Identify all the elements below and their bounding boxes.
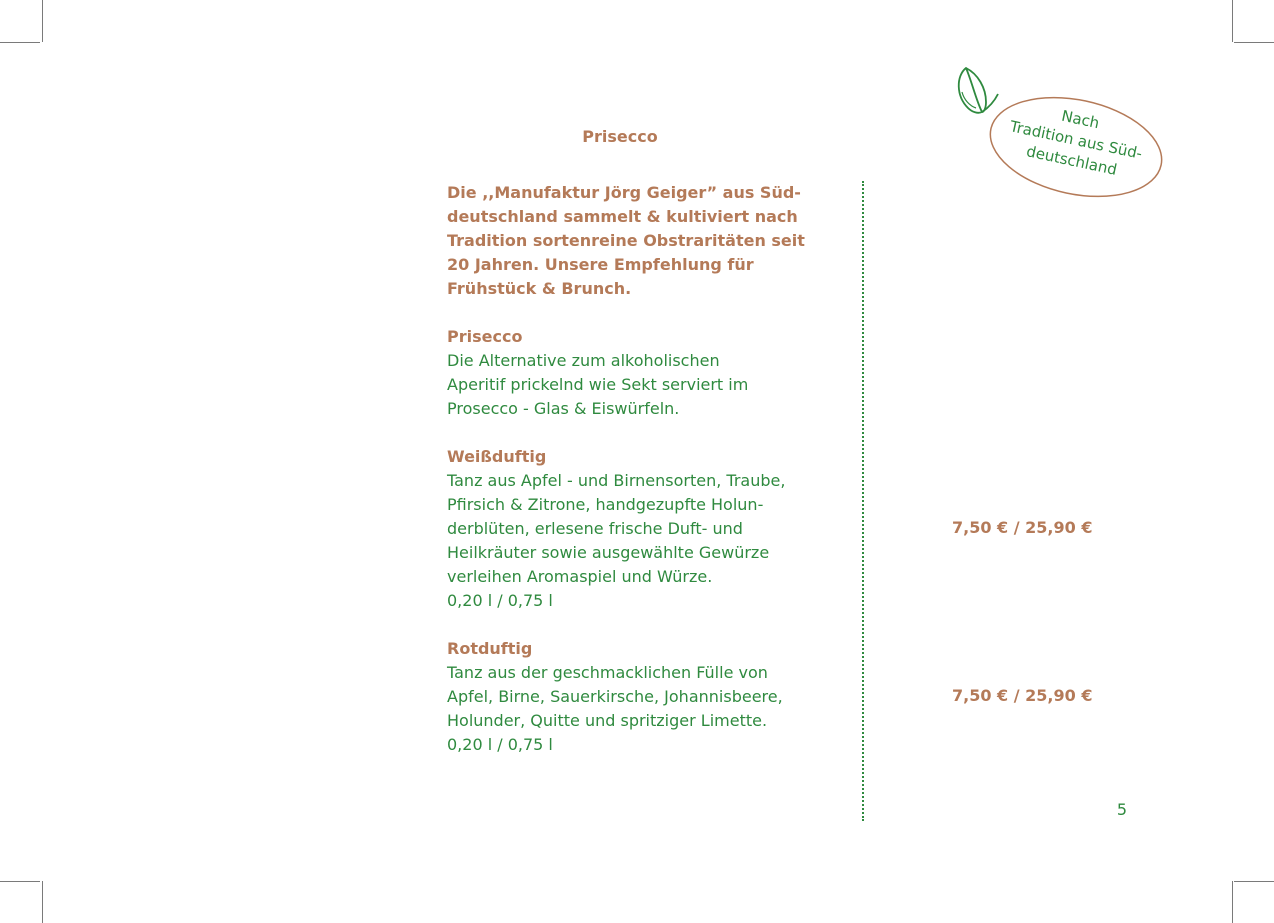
badge-text: Nach Tradition aus Süd- deutschland [1008,106,1144,179]
crop-mark [1232,881,1233,923]
page-number: 5 [1116,800,1128,819]
menu-item-weissduftig [447,445,847,613]
menu-column [447,181,847,757]
crop-mark [1234,42,1274,43]
dotted-divider [862,181,864,821]
item-volume: 0,20 l / 0,75 l [447,735,553,754]
menu-item-rotduftig [447,637,847,757]
item-description: Tanz aus der geschmacklichen Fülle von Apfel, Birne, Sauerkirsche, Johannisbeere, Holunder, Quitte und spritziger Limette. [447,663,783,730]
page-title: Prisecco [582,127,658,146]
intro-text: Die ,,Manufaktur Jörg Geiger” aus Süd- deutschland sammelt & kultiviert nach Tradition sortenreine Obstraritäten seit 20 Jahren. Unsere Empfehlung für Frühstück & Brunch. [447,183,805,298]
item-description: Tanz aus Apfel - und Birnensorten, Traube, Pfirsich & Zitrone, handgezupfte Holun- derblüten, erlesene frische Duft- und Heilkräuter sowie ausgewählte Gewürze verleihen Aromaspiel und Würze. [447,471,786,586]
item-name: Prisecco [447,327,523,346]
crop-mark [42,881,43,923]
item-description: Die Alternative zum alkoholischen Aperitif prickelnd wie Sekt serviert im Prosecco - Glas & Eiswürfeln. [447,351,749,418]
menu-item-prisecco [447,325,847,421]
crop-mark [0,42,40,43]
item-name: Weißduftig [447,447,547,466]
item-volume: 0,20 l / 0,75 l [447,591,553,610]
price-weissduftig: 7,50 € / 25,90 € [952,518,1093,537]
item-name: Rotduftig [447,639,533,658]
tradition-badge [986,94,1166,200]
crop-mark [42,0,43,42]
crop-mark [0,881,40,882]
crop-mark [1232,0,1233,42]
crop-mark [1234,881,1274,882]
price-rotduftig: 7,50 € / 25,90 € [952,686,1093,705]
